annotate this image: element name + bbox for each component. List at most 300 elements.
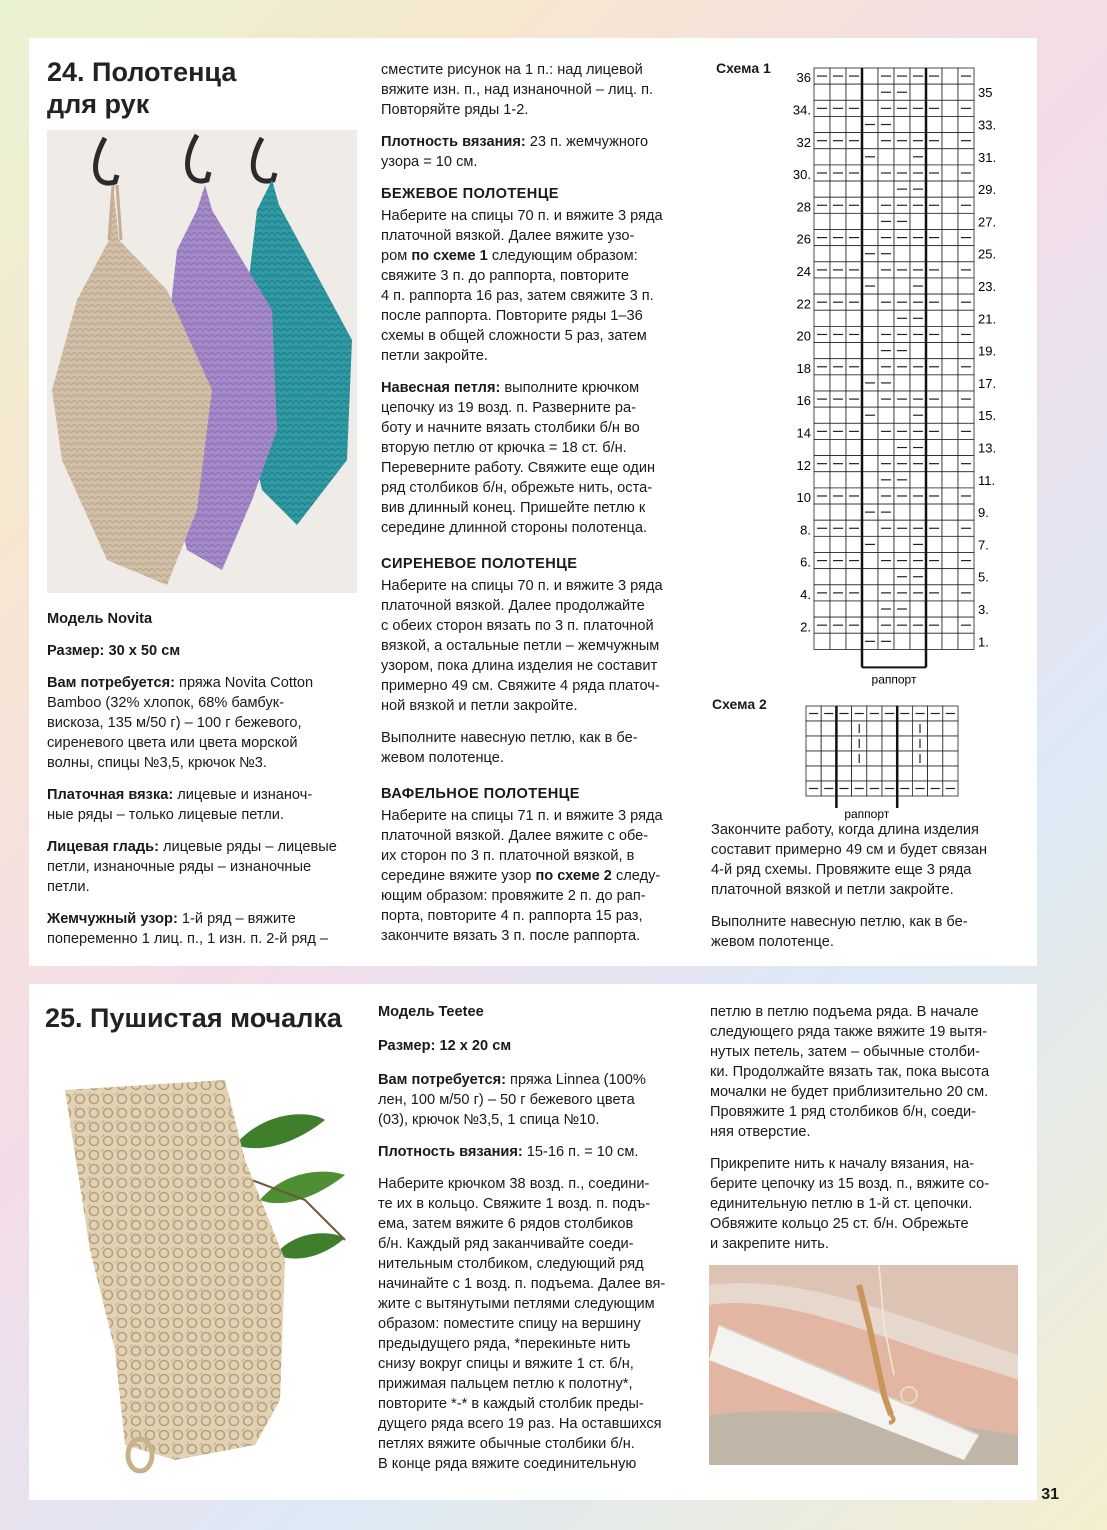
grid-cell [862, 133, 878, 149]
grid-cell [926, 601, 942, 617]
grid-cell [878, 569, 894, 585]
rapport-label: раппорт [871, 672, 917, 687]
grid-cell [958, 246, 974, 262]
lilac-paragraph: Наберите на спицы 70 п. и вяжите 3 ряда платочной вязкой. Далее продолжайте с обеих сторон вязать по 3 п. платочной вязкой, а остальные петли – жемчужным узором, пока длина изделия не составит примерно 49 см. Свяжите 4 ряда платоч- ной вязкой и петли закройте. [381, 578, 663, 714]
sponge-photo [45, 1050, 355, 1490]
grid-cell [926, 439, 942, 455]
grid-cell [894, 116, 910, 132]
grid-cell [862, 488, 878, 504]
grid-cell [942, 294, 958, 310]
grid-cell [814, 310, 830, 326]
beige-paragraph: Наберите на спицы 70 п. и вяжите 3 ряда платочной вязкой. Далее вяжите узо- ром по схеме 1 следующим образом: свяжите 3 п. до раппорта, повторите 4 п. раппорта 16 раз, затем свяжите 3 п. после раппорта. Повторите ряды 1–36 схемы в общей сложности 5 раз, затем петли закройте. [381, 208, 663, 364]
grid-cell [846, 181, 862, 197]
grid-cell [821, 721, 836, 736]
density-paragraph-25: Плотность вязания: 15-16 п. = 10 см. [378, 1144, 639, 1160]
grid-cell [846, 472, 862, 488]
grid-cell [814, 375, 830, 391]
grid-cell [928, 721, 943, 736]
grid-cell [910, 504, 926, 520]
grid-cell [814, 213, 830, 229]
text-line: жите с вытянутыми петлями следующим [378, 1296, 655, 1312]
grid-cell [942, 181, 958, 197]
grid-cell [926, 116, 942, 132]
row-number-left: 2. [800, 619, 811, 635]
grid-cell [862, 230, 878, 246]
materials-paragraph: Вам потребуется: пряжа Novita Cotton Bamboo (32% хлопок, 68% бамбук- вискоза, 135 м/50 г) – 100 г бежевого, сиреневого цвета или цвета морской волны, спицы №3,5, крючок №3. [47, 675, 314, 771]
text-line: образом: поместите спицу на вершину [378, 1316, 641, 1332]
text-line: Провяжите 1 ряд столбиков б/н, соеди- [710, 1104, 977, 1120]
grid-cell [882, 766, 897, 781]
hanging-loop-paragraph: Навесная петля: выполните крючком цепочку из 19 возд. п. Разверните ра- боту и начните вязать столбики б/н во вторую петлю от крючка = 18 ст. б/н. Переверните работу. Свяжите еще один ряд столбиков б/н, обрежьте нить, оста- вив длинный конец. Пришейте петлю к середине длинной стороны полотенца. [381, 380, 656, 536]
grid-cell [862, 456, 878, 472]
grid-cell [926, 181, 942, 197]
section-24-column-1 [47, 609, 357, 961]
grid-cell [830, 407, 846, 423]
grid-cell [846, 375, 862, 391]
section-24-column-3 [711, 820, 1026, 964]
grid-cell [926, 504, 942, 520]
grid-cell [862, 294, 878, 310]
section-25-column-2 [378, 1002, 690, 1486]
grid-cell [943, 721, 958, 736]
grid-cell [942, 246, 958, 262]
size-label-25: Размер: 12 х 20 см [378, 1038, 512, 1054]
grid-cell [814, 278, 830, 294]
text-line: ки. Продолжайте вязать так, пока высота [710, 1064, 990, 1080]
grid-cell [897, 751, 912, 766]
grid-cell [894, 407, 910, 423]
grid-cell [862, 68, 878, 84]
grid-cell [928, 751, 943, 766]
grid-cell [958, 601, 974, 617]
grid-cell [894, 375, 910, 391]
grid-cell [846, 569, 862, 585]
grid-cell [910, 375, 926, 391]
grid-cell [846, 84, 862, 100]
grid-cell [942, 326, 958, 342]
scheme-1-label: Схема 1 [716, 60, 771, 76]
row-number-right: 19. [978, 343, 997, 359]
row-number-left: 8. [800, 522, 811, 538]
garter-paragraph: Платочная вязка: лицевые и изнаноч- ные ряды – только лицевые петли. [47, 787, 313, 823]
beige-towel-heading: БЕЖЕВОЕ ПОЛОТЕНЦЕ [381, 186, 559, 202]
grid-cell [958, 472, 974, 488]
grid-cell [862, 197, 878, 213]
text-line: и закрепите нить. [710, 1236, 829, 1252]
grid-cell [830, 246, 846, 262]
grid-cell [814, 407, 830, 423]
grid-cell [821, 736, 836, 751]
text-line: нительным столбиком, следующий ряд [378, 1256, 644, 1272]
grid-cell [830, 84, 846, 100]
grid-cell [814, 569, 830, 585]
row-number-left: 16 [796, 393, 811, 409]
grid-cell [942, 343, 958, 359]
grid-cell [814, 181, 830, 197]
grid-cell [878, 310, 894, 326]
grid-cell [958, 278, 974, 294]
grid-cell [958, 375, 974, 391]
grid-cell [926, 633, 942, 649]
grid-cell [942, 456, 958, 472]
grid-cell [878, 181, 894, 197]
grid-cell [926, 84, 942, 100]
text-line: берите цепочку из 15 возд. п., вяжите со- [710, 1176, 990, 1192]
row-number-right: 23. [978, 279, 997, 295]
grid-cell [942, 197, 958, 213]
materials-paragraph-25: Вам потребуется: пряжа Linnea (100% лен, 100 м/50 г) – 50 г бежевого цвета (03), крючок №3,5, 1 спица №10. [378, 1072, 646, 1128]
grid-cell [846, 278, 862, 294]
section-25-title: 25. Пушистая мочалка [45, 1003, 342, 1033]
grid-cell [846, 213, 862, 229]
grid-cell [928, 766, 943, 781]
grid-cell [897, 721, 912, 736]
page-number: 31 [1041, 1486, 1059, 1503]
text-line: петлю в петлю подъема ряда. В начале [710, 1004, 979, 1020]
grid-cell [926, 569, 942, 585]
text-line: прижимая пальцем петлю к полотну*, [378, 1376, 633, 1392]
text-line: дущего ряда всего 19 раз. На оставшихся [378, 1416, 662, 1432]
towels-photo [47, 130, 357, 593]
grid-cell [830, 504, 846, 520]
grid-cell [926, 343, 942, 359]
rapport-label: раппорт [844, 807, 890, 821]
grid-cell [958, 569, 974, 585]
grid-cell [830, 116, 846, 132]
grid-cell [830, 278, 846, 294]
grid-cell [958, 633, 974, 649]
grid-cell [862, 213, 878, 229]
text-line: нутых петель, затем – обычные столби- [710, 1044, 980, 1060]
text-line: предыдущего ряда, *перекиньте нить [378, 1336, 631, 1352]
grid-cell [942, 423, 958, 439]
text-line: следующего ряда также вяжите 19 вытя- [710, 1024, 988, 1040]
text-line: ема, затем вяжите 6 рядов столбиков [378, 1216, 634, 1232]
density-paragraph: Плотность вязания: 23 п. жемчужного узора = 10 см. [381, 134, 649, 170]
grid-cell [878, 278, 894, 294]
grid-cell [942, 375, 958, 391]
grid-cell [942, 133, 958, 149]
grid-cell [821, 766, 836, 781]
text-line: те их в кольцо. Свяжите 1 возд. п. подъ- [378, 1196, 651, 1212]
row-number-right: 7. [978, 537, 989, 553]
grid-cell [942, 601, 958, 617]
waffle-towel-heading: ВАФЕЛЬНОЕ ПОЛОТЕНЦЕ [381, 786, 580, 802]
grid-cell [846, 504, 862, 520]
row-number-left: 12 [796, 457, 811, 473]
grid-cell [958, 84, 974, 100]
row-number-left: 22 [796, 296, 811, 312]
grid-cell [958, 149, 974, 165]
grid-cell [814, 246, 830, 262]
grid-cell [942, 407, 958, 423]
grid-cell [926, 278, 942, 294]
grid-cell [942, 391, 958, 407]
grid-cell [894, 536, 910, 552]
grid-cell [910, 246, 926, 262]
grid-cell [942, 536, 958, 552]
grid-cell [943, 766, 958, 781]
grid-cell [894, 149, 910, 165]
grid-cell [942, 165, 958, 181]
grid-cell [928, 736, 943, 751]
row-number-left: 34. [792, 102, 811, 118]
row-number-left: 28 [796, 199, 811, 215]
grid-cell [846, 407, 862, 423]
grid-cell [942, 617, 958, 633]
text-line: В конце ряда вяжите соединительную [378, 1456, 637, 1472]
row-number-left: 30. [792, 167, 811, 183]
text-line: няя отверстие. [710, 1124, 811, 1140]
row-number-right: 27. [978, 214, 997, 230]
grid-cell [814, 472, 830, 488]
model-label: Модель Novita [47, 611, 153, 627]
text-line: Обвяжите кольцо 25 ст. б/н. Обрежьте [710, 1216, 969, 1232]
grid-cell [943, 751, 958, 766]
sponge-body-paragraph [378, 1174, 690, 1474]
grid-cell [942, 569, 958, 585]
grid-cell [830, 536, 846, 552]
grid-cell [814, 439, 830, 455]
row-number-left: 4. [800, 586, 811, 602]
grid-cell [958, 310, 974, 326]
row-number-right: 15. [978, 408, 997, 424]
col3-paragraph-b [710, 1154, 1025, 1254]
crochet-hook-photo [709, 1265, 1018, 1465]
grid-cell [942, 68, 958, 84]
grid-cell [862, 617, 878, 633]
section-24-column-2 [381, 60, 696, 958]
grid-cell [942, 116, 958, 132]
grid-cell [942, 488, 958, 504]
grid-cell [942, 472, 958, 488]
grid-cell [897, 766, 912, 781]
grid-cell [862, 100, 878, 116]
grid-cell [958, 343, 974, 359]
grid-cell [830, 213, 846, 229]
grid-cell [878, 407, 894, 423]
grid-cell [942, 310, 958, 326]
grid-cell [830, 601, 846, 617]
scheme-1-chart [782, 60, 1032, 700]
grid-cell [942, 633, 958, 649]
grid-cell [942, 278, 958, 294]
row-number-right: 11. [978, 472, 996, 488]
grid-cell [878, 536, 894, 552]
row-number-right: 25. [978, 246, 997, 262]
grid-cell [814, 343, 830, 359]
grid-cell [943, 736, 958, 751]
grid-cell [862, 439, 878, 455]
section-25-column-3 [710, 1002, 1025, 1266]
grid-cell [846, 246, 862, 262]
grid-cell [846, 439, 862, 455]
row-number-right: 3. [978, 602, 989, 618]
grid-cell [926, 536, 942, 552]
grid-cell [846, 343, 862, 359]
row-number-left: 36 [796, 70, 811, 86]
grid-cell [910, 84, 926, 100]
grid-cell [910, 116, 926, 132]
pearl-continuation: сместите рисунок на 1 п.: над лицевой вяжите изн. п., над изнаночной – лиц. п. Повторяйте ряды 1-2. [381, 62, 654, 118]
row-number-right: 33. [978, 117, 997, 133]
grid-cell [882, 736, 897, 751]
row-number-right: 35 [978, 85, 993, 101]
scheme-2-label: Схема 2 [712, 696, 767, 712]
grid-cell [942, 520, 958, 536]
grid-cell [862, 423, 878, 439]
grid-cell [862, 391, 878, 407]
lilac-towel-heading: СИРЕНЕВОЕ ПОЛОТЕНЦЕ [381, 556, 578, 572]
grid-cell [926, 310, 942, 326]
finish-paragraph: Закончите работу, когда длина изделия составит примерно 49 см и будет связан 4-й ряд схемы. Провяжите еще 3 ряда платочной вязкой и петли закройте. [711, 822, 988, 898]
grid-cell [882, 751, 897, 766]
row-number-left: 32 [796, 134, 811, 150]
finish-loop-paragraph: Выполните навесную петлю, как в бе- жевом полотенце. [711, 914, 968, 950]
grid-cell [867, 751, 882, 766]
grid-cell [846, 601, 862, 617]
grid-cell [894, 504, 910, 520]
grid-cell [830, 472, 846, 488]
text-line: мочалки не будет приблизительно 20 см. [710, 1084, 989, 1100]
text-line: снизу вокруг спицы и вяжите 1 ст. б/н, [378, 1356, 634, 1372]
row-number-left: 6. [800, 554, 811, 570]
grid-cell [894, 278, 910, 294]
text-line: Прикрепите нить к началу вязания, на- [710, 1156, 975, 1172]
grid-cell [862, 343, 878, 359]
grid-cell [912, 766, 927, 781]
grid-cell [958, 213, 974, 229]
grid-cell [862, 553, 878, 569]
grid-cell [926, 213, 942, 229]
grid-cell [862, 472, 878, 488]
grid-cell [958, 439, 974, 455]
grid-cell [942, 230, 958, 246]
grid-cell [910, 633, 926, 649]
row-number-right: 31. [978, 149, 997, 165]
grid-cell [862, 520, 878, 536]
grid-cell [806, 766, 821, 781]
lilac-loop-paragraph: Выполните навесную петлю, как в бе- жевом полотенце. [381, 730, 638, 766]
grid-cell [836, 766, 851, 781]
grid-cell [806, 751, 821, 766]
grid-cell [958, 536, 974, 552]
grid-cell [814, 84, 830, 100]
grid-cell [867, 721, 882, 736]
grid-cell [830, 343, 846, 359]
grid-cell [862, 569, 878, 585]
grid-cell [814, 116, 830, 132]
text-line: петлях вяжите обычные столбики б/н. [378, 1436, 635, 1452]
grid-cell [821, 751, 836, 766]
grid-cell [862, 84, 878, 100]
grid-cell [846, 149, 862, 165]
text-line: единительную петлю в 1-й ст. цепочки. [710, 1196, 973, 1212]
grid-cell [926, 375, 942, 391]
grid-cell [830, 569, 846, 585]
grid-cell [862, 181, 878, 197]
grid-cell [862, 359, 878, 375]
pearl-paragraph: Жемчужный узор: 1-й ряд – вяжите попеременно 1 лиц. п., 1 изн. п. 2-й ряд – [47, 911, 329, 947]
grid-cell [862, 165, 878, 181]
grid-cell [878, 149, 894, 165]
size-label: Размер: 30 х 50 см [47, 643, 181, 659]
grid-cell [830, 149, 846, 165]
text-line: начинайте с 1 возд. п. подъема. Далее вя- [378, 1276, 666, 1292]
grid-cell [846, 116, 862, 132]
row-number-left: 18 [796, 360, 811, 376]
grid-cell [830, 310, 846, 326]
grid-cell [894, 246, 910, 262]
grid-cell [942, 553, 958, 569]
grid-cell [958, 116, 974, 132]
section-24-title: 24. Полотенца для рук [47, 57, 237, 120]
row-number-right: 13. [978, 440, 997, 456]
grid-cell [862, 601, 878, 617]
grid-cell [830, 375, 846, 391]
grid-cell [942, 504, 958, 520]
grid-cell [894, 633, 910, 649]
grid-cell [958, 181, 974, 197]
row-number-right: 21. [978, 311, 997, 327]
row-number-right: 5. [978, 569, 989, 585]
grid-cell [926, 407, 942, 423]
grid-cell [910, 343, 926, 359]
grid-cell [806, 736, 821, 751]
grid-cell [814, 601, 830, 617]
grid-cell [836, 721, 851, 736]
grid-cell [958, 407, 974, 423]
row-number-right: 9. [978, 505, 989, 521]
grid-cell [878, 439, 894, 455]
row-number-left: 20 [796, 328, 811, 344]
grid-cell [882, 721, 897, 736]
grid-cell [862, 310, 878, 326]
grid-cell [846, 633, 862, 649]
text-line: повторите *-* в каждый столбик преды- [378, 1396, 644, 1412]
row-number-left: 14 [796, 425, 811, 441]
grid-cell [814, 149, 830, 165]
grid-cell [942, 100, 958, 116]
grid-cell [958, 504, 974, 520]
text-line: б/н. Каждый ряд заканчивайте соеди- [378, 1236, 634, 1252]
scheme-2-chart [800, 700, 970, 821]
grid-cell [806, 721, 821, 736]
row-number-left: 10 [796, 490, 811, 506]
waffle-paragraph: Наберите на спицы 71 п. и вяжите 3 ряда платочной вязкой. Далее вяжите с обе- их сторон по 3 п. платочной вязкой, в середине вяжите узор по схеме 2 следу- ющим образом: провяжите 2 п. до рап- порта, повторите 4 п. раппорта 15 раз, закончите вязать 3 п. после раппорта. [381, 808, 663, 944]
grid-cell [836, 751, 851, 766]
row-number-right: 17. [978, 375, 997, 391]
grid-cell [942, 439, 958, 455]
stockinette-paragraph: Лицевая гладь: лицевые ряды – лицевые петли, изнаночные ряды – изнаночные петли. [47, 839, 337, 895]
grid-cell [910, 472, 926, 488]
col3-paragraph-a [710, 1002, 1025, 1142]
row-number-left: 26 [796, 231, 811, 247]
grid-cell [846, 536, 862, 552]
grid-cell [862, 262, 878, 278]
grid-cell [926, 149, 942, 165]
grid-cell [926, 472, 942, 488]
grid-cell [910, 601, 926, 617]
model-label-25: Модель Teetee [378, 1004, 484, 1020]
grid-cell [942, 149, 958, 165]
grid-cell [830, 439, 846, 455]
grid-cell [942, 213, 958, 229]
grid-cell [897, 736, 912, 751]
grid-cell [830, 181, 846, 197]
grid-cell [867, 766, 882, 781]
grid-cell [942, 585, 958, 601]
